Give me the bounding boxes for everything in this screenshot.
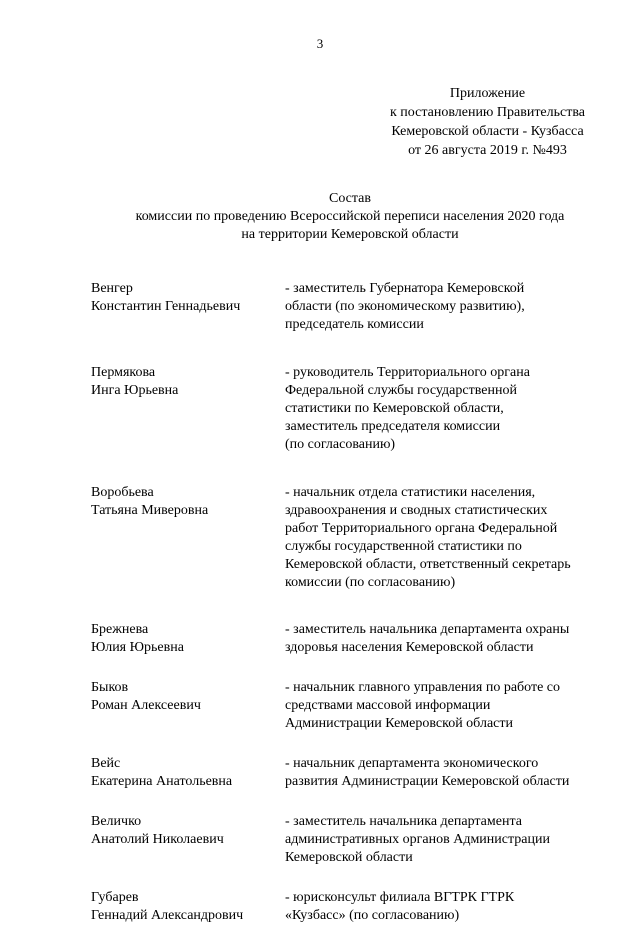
member-role-line: - заместитель начальника департамента <box>285 814 522 829</box>
member-name <box>91 484 285 592</box>
member-role-line: Федеральной службы государственной <box>285 383 517 398</box>
member-surname: Пермякова <box>91 365 156 380</box>
member-role-line: работ Территориального органа Федеральной <box>285 521 558 536</box>
member-name <box>91 364 285 454</box>
member-role-line: комиссии (по согласованию) <box>285 575 456 590</box>
member-surname: Воробьева <box>91 485 154 500</box>
member-given-name: Геннадий Александрович <box>91 908 244 923</box>
commission-member-list <box>91 258 601 925</box>
appendix-date: от 26 августа 2019 г. №493 <box>408 143 567 158</box>
member-row <box>91 813 601 867</box>
member-name <box>91 621 285 657</box>
member-role <box>285 679 601 733</box>
member-given-name: Инга Юрьевна <box>91 383 179 398</box>
member-given-name: Екатерина Анатольевна <box>91 774 233 789</box>
member-surname: Губарев <box>91 890 139 905</box>
member-role <box>285 813 601 867</box>
member-given-name: Анатолий Николаевич <box>91 832 224 847</box>
member-row <box>91 755 601 791</box>
member-role <box>285 364 601 454</box>
member-role-line: - начальник главного управления по работе со <box>285 680 561 695</box>
member-role-line: (по согласованию) <box>285 437 396 452</box>
appendix-region: Кемеровской области - Кузбасса <box>391 124 584 139</box>
member-role-line: - начальник отдела статистики населения, <box>285 485 536 500</box>
member-role-line: здоровья населения Кемеровской области <box>285 640 534 655</box>
member-name <box>91 280 285 334</box>
member-name <box>91 813 285 867</box>
member-role <box>285 280 601 334</box>
member-role-line: - юрисконсульт филиала ВГТРК ГТРК <box>285 890 515 905</box>
member-row <box>91 364 601 454</box>
member-role-line: - заместитель начальника департамента охраны <box>285 622 570 637</box>
member-role-line: средствами массовой информации <box>285 698 491 713</box>
member-role-line: Кемеровской области <box>285 850 413 865</box>
page-number: 3 <box>316 36 324 51</box>
member-role <box>285 755 601 791</box>
member-role-line: статистики по Кемеровской области, <box>285 401 504 416</box>
member-surname: Вейс <box>91 756 121 771</box>
title-line-2: комиссии по проведению Всероссийской переписи населения 2020 года <box>135 209 565 224</box>
member-role-line: административных органов Администрации <box>285 832 550 847</box>
title-line-3: на территории Кемеровской области <box>241 227 459 242</box>
member-role-line: развития Администрации Кемеровской области <box>285 774 570 789</box>
member-role <box>285 889 601 925</box>
member-surname: Венгер <box>91 281 133 296</box>
member-row <box>91 621 601 657</box>
member-role-line: председатель комиссии <box>285 317 424 332</box>
member-role-line: Администрации Кемеровской области <box>285 716 513 731</box>
member-role-line: - начальник департамента экономического <box>285 756 539 771</box>
member-surname: Величко <box>91 814 142 829</box>
member-role-line: «Кузбасс» (по согласованию) <box>285 908 460 923</box>
member-role <box>285 621 601 657</box>
member-role-line: здравоохранения и сводных статистических <box>285 503 548 518</box>
member-row <box>91 679 601 733</box>
member-given-name: Татьяна Миверовна <box>91 503 209 518</box>
member-name <box>91 889 285 925</box>
member-role-line: области (по экономическому развитию), <box>285 299 525 314</box>
member-given-name: Константин Геннадьевич <box>91 299 241 314</box>
member-given-name: Роман Алексеевич <box>91 698 201 713</box>
member-role-line: Кемеровской области, ответственный секретарь <box>285 557 571 572</box>
member-row <box>91 484 601 592</box>
document-title <box>0 190 640 244</box>
member-role-line: - заместитель Губернатора Кемеровской <box>285 281 525 296</box>
appendix-decree: к постановлению Правительства <box>389 105 585 120</box>
member-name <box>91 755 285 791</box>
appendix-label: Приложение <box>449 86 526 101</box>
member-role-line: - руководитель Территориального органа <box>285 365 530 380</box>
member-role-line: службы государственной статистики по <box>285 539 522 554</box>
title-line-1: Состав <box>328 191 371 206</box>
member-role <box>285 484 601 592</box>
member-role-line: заместитель председателя комиссии <box>285 419 501 434</box>
member-surname: Быков <box>91 680 129 695</box>
member-given-name: Юлия Юрьевна <box>91 640 184 655</box>
member-surname: Брежнева <box>91 622 149 637</box>
member-name <box>91 679 285 733</box>
member-row <box>91 280 601 334</box>
member-row <box>91 889 601 925</box>
appendix-header <box>390 84 585 160</box>
